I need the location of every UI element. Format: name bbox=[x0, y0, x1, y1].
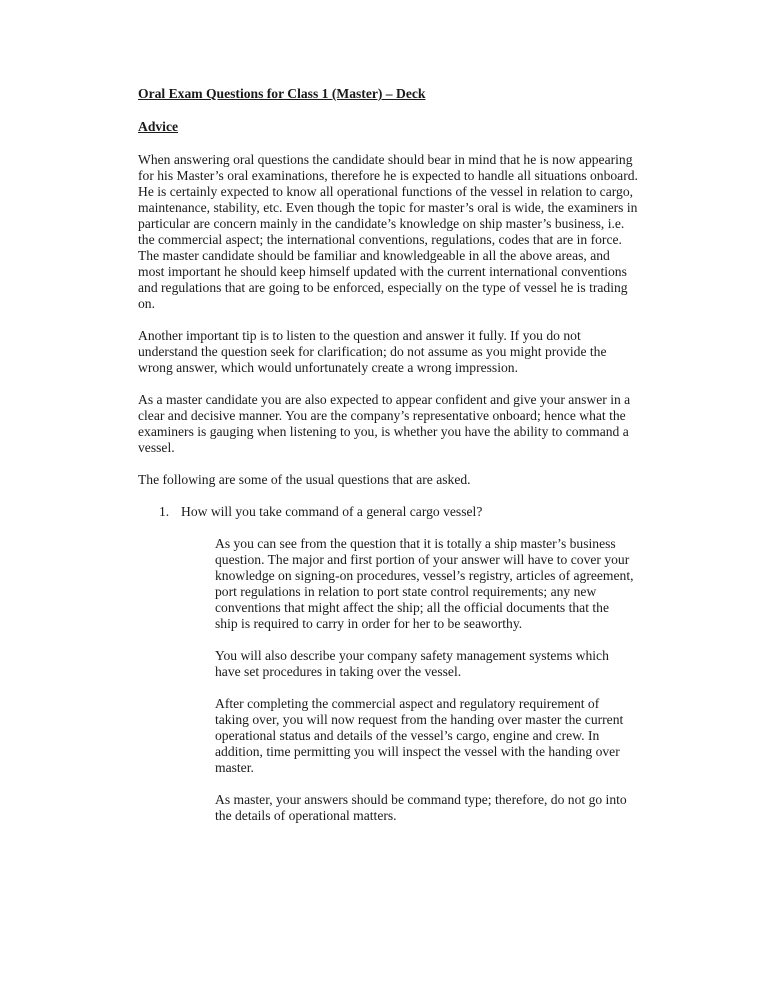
answer-paragraph-1: As you can see from the question that it is totally a ship master’s business question. The major and first portion of your answer will have to cover your knowledge on signing-on procedures, vessel’s registry, articles of agreement, port regulations in relation to port state control requirements; any new conventions that might affect the ship; all the official documents that the ship is required to carry in order for her to be seaworthy. bbox=[215, 536, 634, 631]
document-title: Oral Exam Questions for Class 1 (Master) – Deck bbox=[138, 86, 426, 101]
advice-heading: Advice bbox=[138, 119, 179, 134]
document-page bbox=[138, 86, 638, 840]
question-number: 1. bbox=[159, 504, 170, 519]
intro-paragraph-1: When answering oral questions the candidate should bear in mind that he is now appearing for his Master’s oral examinations, therefore he is expected to handle all situations onboard. bbox=[138, 152, 638, 183]
answer-paragraph-4: As master, your answers should be command type; therefore, do not go into the details of operational matters. bbox=[215, 792, 627, 823]
answer-paragraph-3: After completing the commercial aspect and regulatory requirement of taking over, you will now request from the handing over master the current operational status and details of the vessel’s cargo, engine and crew. In addition, time permitting you will inspect the vessel with the handing over master. bbox=[215, 696, 624, 775]
answer-paragraph-2: You will also describe your company safety management systems which have set procedures in taking over the vessel. bbox=[215, 648, 609, 679]
intro-paragraph-5: The following are some of the usual questions that are asked. bbox=[138, 472, 471, 487]
intro-paragraph-4: As a master candidate you are also expected to appear confident and give your answer in a clear and decisive manner. You are the company’s representative onboard; hence what the examiners is gauging when listening to you, is whether you have the ability to command a vessel. bbox=[138, 392, 631, 455]
question-list bbox=[138, 504, 638, 520]
question-item bbox=[138, 504, 638, 520]
intro-paragraph-3: Another important tip is to listen to the question and answer it fully. If you do not understand the question seek for clarification; do not assume as you might provide the wrong answer, which would unfortunately create a wrong impression. bbox=[138, 328, 607, 375]
question-text: How will you take command of a general cargo vessel? bbox=[181, 504, 483, 519]
intro-paragraph-2: He is certainly expected to know all operational functions of the vessel in relation to cargo, maintenance, stability, etc. Even though the topic for master’s oral is wide, the examiners in particular are concern mainly in the candidate’s knowledge on ship master’s business, i.e. the commercial aspect; the international conventions, regulations, codes that are in force. The master candidate should be familiar and knowledgeable in all the above areas, and most important he should keep himself updated with the current international conventions and regulations that are going to be enforced, especially on the type of vessel he is trading on. bbox=[138, 184, 638, 311]
answer-block bbox=[215, 536, 635, 824]
